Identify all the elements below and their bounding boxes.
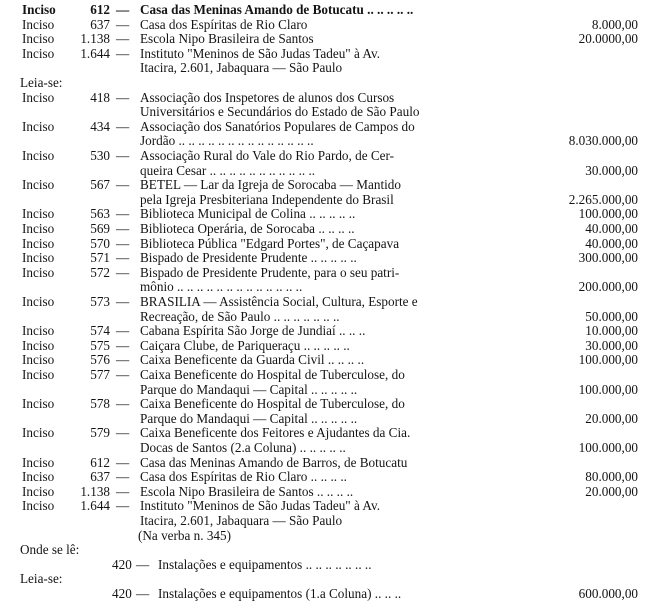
entry-text: queira Cesar .. .. .. .. .. .. .. .. .. .. .. <box>140 162 316 178</box>
document-line <box>0 17 660 32</box>
inciso-label: Inciso <box>22 89 55 105</box>
inciso-number: 612 <box>90 454 110 470</box>
document-line <box>0 90 660 105</box>
amount-value: 100.000,00 <box>578 381 638 397</box>
inciso-label: Inciso <box>22 250 55 266</box>
document-line <box>0 192 660 207</box>
document-line <box>0 425 660 440</box>
entry-text: Caixa Beneficente dos Feitores e Ajudantes da Cia. <box>140 425 411 441</box>
entry-text: Associação dos Inspetores de alunos dos Cursos <box>140 89 395 105</box>
dash: — <box>116 483 130 499</box>
entry-text: Biblioteca Pública "Edgard Portes", de Caçapava <box>140 235 400 251</box>
document-line <box>0 75 660 90</box>
inciso-label: Inciso <box>22 367 55 382</box>
dash: — <box>116 250 130 266</box>
inciso-number: 572 <box>90 264 110 280</box>
amount-value: 40.000,00 <box>585 221 638 236</box>
section-heading: Leia-se: <box>20 75 63 90</box>
entry-text: pela Igreja Presbiteriana Independente do Brasil <box>140 191 394 207</box>
entry-text: BRASILIA — Assistência Social, Cultura, Esporte e <box>140 294 418 309</box>
document-line <box>0 236 660 251</box>
document-line <box>0 528 660 543</box>
dash: — <box>116 89 130 105</box>
document-line <box>0 513 660 528</box>
inciso-number: 576 <box>90 352 110 368</box>
document-line <box>0 46 660 61</box>
entry-text: Universitários e Secundários do Estado de São Paulo <box>140 104 420 120</box>
dash: — <box>136 586 150 601</box>
dash: — <box>116 323 130 339</box>
amount-value: 80.000,00 <box>585 469 638 485</box>
amount-value: 2.265.000,00 <box>568 191 638 207</box>
dash: — <box>116 352 130 368</box>
entry-text: Parque do Mandaqui — Capital .. .. .. .. .. <box>140 381 358 397</box>
dash: — <box>116 235 130 251</box>
document-line <box>0 250 660 265</box>
dash: — <box>116 45 130 61</box>
dash: — <box>136 556 150 572</box>
inciso-number: 575 <box>90 337 110 353</box>
amount-value: 600.000,00 <box>578 586 638 601</box>
inciso-number: 637 <box>90 469 110 485</box>
document-line <box>0 148 660 163</box>
inciso-number: 574 <box>90 323 110 339</box>
inciso-label: Inciso <box>22 221 55 236</box>
document-line <box>0 323 660 338</box>
document-line <box>0 2 660 17</box>
entry-text: mônio .. .. .. .. .. .. .. .. .. .. .. .. .. <box>140 279 303 295</box>
inciso-label: Inciso <box>22 148 55 163</box>
amount-value: 20.0000,00 <box>578 31 638 47</box>
entry-text: Instalações e equipamentos (1.a Coluna) .. .. .. <box>158 586 402 601</box>
amount-value: 30.000,00 <box>585 162 638 178</box>
entry-text: Docas de Santos (2.a Coluna) .. .. .. .. .. <box>140 440 346 455</box>
entry-text: Casa das Meninas Amando de Barros, de Botucatu <box>140 454 408 470</box>
document-line <box>0 163 660 178</box>
inciso-number: 577 <box>90 367 110 382</box>
entry-text: Caixa Beneficente do Hospital de Tuberculose, do <box>140 367 405 382</box>
entry-text: Itacira, 2.601, Jabaquara — São Paulo <box>140 513 343 528</box>
inciso-label: Inciso <box>22 235 55 251</box>
entry-text: Casa das Meninas Amando de Botucatu .. .. .. .. .. <box>140 2 414 17</box>
dash: — <box>116 2 130 17</box>
amount-value: 300.000,00 <box>578 250 638 266</box>
note-text: (Na verba n. 345) <box>138 527 232 543</box>
document-line <box>0 31 660 46</box>
inciso-label: Inciso <box>22 16 55 32</box>
document-line <box>0 455 660 470</box>
inciso-number: 530 <box>90 148 110 163</box>
amount-value: 10.000,00 <box>585 323 638 339</box>
amount-value: 20.000,00 <box>585 483 638 499</box>
inciso-number: 570 <box>90 235 110 251</box>
inciso-number: 612 <box>90 2 110 17</box>
inciso-label: Inciso <box>22 469 55 485</box>
entry-text: Caiçara Clube, de Pariqueraçu .. .. .. .. .. <box>140 337 350 353</box>
amount-value: 100.000,00 <box>578 352 638 368</box>
entry-text: Biblioteca Municipal de Colina .. .. .. .. .. <box>140 206 356 222</box>
amount-value: 8.030.000,00 <box>568 133 638 149</box>
inciso-label: Inciso <box>22 454 55 470</box>
document-line <box>0 119 660 134</box>
inciso-label: Inciso <box>22 118 55 134</box>
dash: — <box>116 148 130 163</box>
dash: — <box>116 294 130 309</box>
inciso-label: Inciso <box>22 177 55 193</box>
amount-value: 20.000,00 <box>585 410 638 426</box>
document-line <box>0 60 660 75</box>
entry-text: Escola Nipo Brasileira de Santos .. .. .. .. <box>140 483 354 499</box>
document-line <box>0 309 660 324</box>
inciso-label: Inciso <box>22 294 55 309</box>
document-line <box>0 542 660 557</box>
document-line <box>0 104 660 119</box>
dash: — <box>116 221 130 236</box>
entry-text: Biblioteca Operária, de Sorocaba .. .. .. .. <box>140 221 355 236</box>
inciso-label: Inciso <box>22 483 55 499</box>
dash: — <box>116 337 130 353</box>
document-line <box>0 440 660 455</box>
dash: — <box>116 206 130 222</box>
document-line <box>0 279 660 294</box>
dash: — <box>116 469 130 485</box>
document-line <box>0 498 660 513</box>
entry-text: Cabana Espírita São Jorge de Jundiaí .. .. .. <box>140 323 366 339</box>
document-line <box>0 469 660 484</box>
inciso-label: Inciso <box>22 206 55 222</box>
document-line <box>0 484 660 499</box>
document-line <box>0 367 660 382</box>
inciso-label: Inciso <box>22 2 56 17</box>
inciso-label: Inciso <box>22 396 55 412</box>
entry-text: Bispado de Presidente Prudente, para o seu patri- <box>140 264 400 280</box>
inciso-number: 420 <box>112 556 132 572</box>
entry-text: Escola Nipo Brasileira de Santos <box>140 31 314 47</box>
amount-value: 200.000,00 <box>578 279 638 295</box>
inciso-label: Inciso <box>22 31 55 47</box>
inciso-number: 1.644 <box>80 45 110 61</box>
entry-text: Itacira, 2.601, Jabaquara — São Paulo <box>140 60 343 76</box>
inciso-number: 637 <box>90 16 110 32</box>
inciso-label: Inciso <box>22 45 55 61</box>
document-line <box>0 586 660 601</box>
inciso-number: 1.644 <box>80 498 110 514</box>
dash: — <box>116 177 130 193</box>
dash: — <box>116 31 130 47</box>
inciso-number: 567 <box>90 177 110 193</box>
amount-value: 100.000,00 <box>578 206 638 222</box>
dash: — <box>116 454 130 470</box>
document-line <box>0 396 660 411</box>
entry-text: Caixa Beneficente da Guarda Civil .. .. .. .. <box>140 352 365 368</box>
amount-value: 50.000,00 <box>585 308 638 324</box>
document-line <box>0 571 660 586</box>
entry-text: BETEL — Lar da Igreja de Sorocaba — Mantido <box>140 177 401 193</box>
document-line <box>0 133 660 148</box>
entry-text: Instituto "Meninos de São Judas Tadeu" à Av. <box>140 498 380 514</box>
inciso-number: 1.138 <box>80 483 110 499</box>
document-line <box>0 294 660 309</box>
inciso-label: Inciso <box>22 352 55 368</box>
entry-text: Instalações e equipamentos .. .. .. .. .. .. .. <box>158 556 372 572</box>
document-line <box>0 265 660 280</box>
inciso-label: Inciso <box>22 264 55 280</box>
entry-text: Caixa Beneficente do Hospital de Tuberculose, do <box>140 396 405 412</box>
document-line <box>0 382 660 397</box>
inciso-label: Inciso <box>22 498 55 514</box>
amount-value: 30.000,00 <box>585 337 638 353</box>
inciso-label: Inciso <box>22 337 55 353</box>
dash: — <box>116 16 130 32</box>
inciso-number: 420 <box>112 586 132 601</box>
document-line <box>0 221 660 236</box>
entry-text: Associação Rural do Vale do Rio Pardo, de Cer- <box>140 148 395 163</box>
inciso-label: Inciso <box>22 323 55 339</box>
amount-value: 8.000,00 <box>591 16 638 32</box>
document-line <box>0 557 660 572</box>
inciso-number: 579 <box>90 425 110 441</box>
dash: — <box>116 396 130 412</box>
inciso-number: 578 <box>90 396 110 412</box>
document-line <box>0 206 660 221</box>
inciso-number: 1.138 <box>80 31 110 47</box>
section-heading: Leia-se: <box>20 571 63 587</box>
entry-text: Bispado de Presidente Prudente .. .. .. .. .. <box>140 250 357 266</box>
dash: — <box>116 118 130 134</box>
dash: — <box>116 425 130 441</box>
dash: — <box>116 367 130 382</box>
document-line <box>0 352 660 367</box>
entry-text: Casa dos Espíritas de Rio Claro .. .. .. .. <box>140 469 347 485</box>
amount-value: 100.000,00 <box>578 440 638 455</box>
section-heading: Onde se lê: <box>20 542 80 558</box>
entry-text: Associação dos Sanatórios Populares de Campos do <box>140 118 415 134</box>
entry-text: Casa dos Espíritas de Rio Claro <box>140 16 308 32</box>
inciso-label: Inciso <box>22 425 55 441</box>
document-line <box>0 411 660 426</box>
entry-text: Parque do Mandaqui — Capital .. .. .. .. .. <box>140 410 358 426</box>
document-line <box>0 177 660 192</box>
entry-text: Instituto "Meninos de São Judas Tadeu" à Av. <box>140 45 380 61</box>
inciso-number: 573 <box>90 294 110 309</box>
document-line <box>0 338 660 353</box>
inciso-number: 434 <box>90 118 110 134</box>
inciso-number: 563 <box>90 206 110 222</box>
dash: — <box>116 498 130 514</box>
entry-text: Jordão .. .. .. .. .. .. .. .. .. .. .. .. .. .. <box>140 133 314 149</box>
inciso-number: 571 <box>90 250 110 266</box>
inciso-number: 569 <box>90 221 110 236</box>
inciso-number: 418 <box>90 89 110 105</box>
dash: — <box>116 264 130 280</box>
entry-text: Recreação, de São Paulo .. .. .. .. .. .. .. <box>140 308 340 324</box>
amount-value: 40.000,00 <box>585 235 638 251</box>
